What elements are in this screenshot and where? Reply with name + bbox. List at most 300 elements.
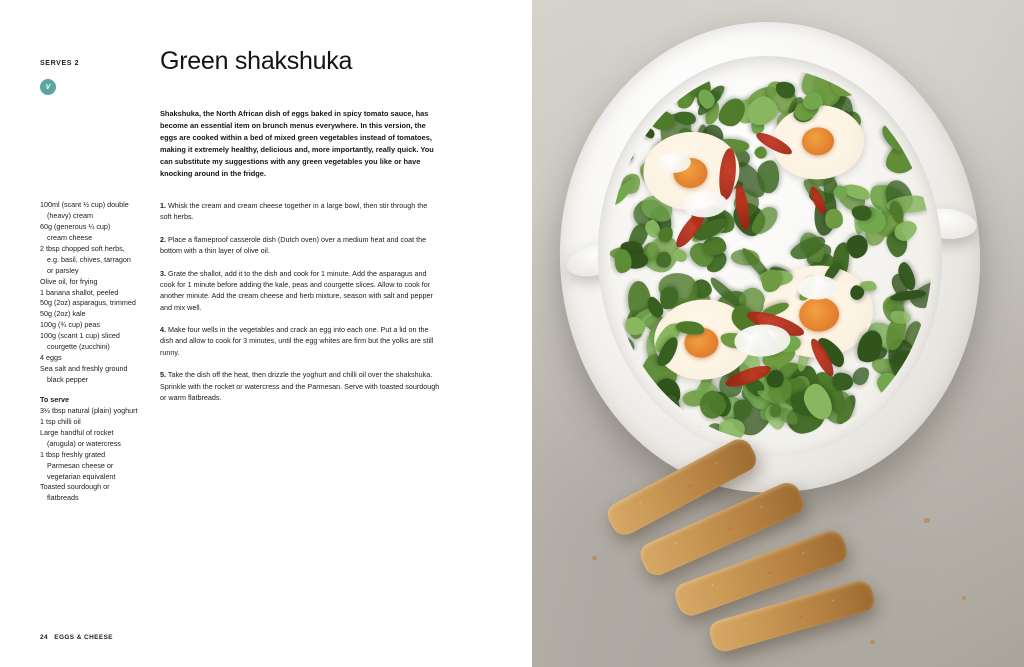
ingredient-continuation: courgette (zucchini) (47, 342, 110, 352)
ingredient-continuation: or parsley (47, 265, 79, 275)
leaf (658, 347, 680, 379)
ingredient-continuation: Parmesan cheese or (47, 460, 114, 470)
leaf (739, 380, 764, 405)
leaf (695, 87, 716, 111)
leaf (853, 327, 888, 367)
ingredients-list (40, 200, 150, 504)
leaf (738, 366, 776, 413)
crumb (962, 596, 966, 600)
leaf (719, 331, 746, 349)
leaf (751, 117, 765, 134)
leaf (742, 92, 781, 128)
leaf (656, 224, 675, 244)
chapter-name: EGGS & CHEESE (54, 634, 113, 641)
leaf (906, 276, 941, 313)
leaf (748, 203, 782, 240)
leaf (614, 142, 634, 163)
leaf (889, 288, 926, 302)
leaf (618, 354, 641, 383)
leaf (694, 82, 729, 119)
leaf (707, 274, 744, 310)
leaf (732, 398, 753, 421)
leaf (784, 95, 807, 126)
leaf (760, 271, 793, 287)
leaf (864, 216, 885, 246)
leaf (774, 404, 801, 429)
leaf (880, 130, 930, 180)
leaf (672, 180, 712, 217)
leaf (655, 268, 703, 310)
ingredient-continuation: e.g. basil, chives, tarragon (47, 254, 131, 264)
leaf (653, 376, 684, 408)
ingredient-item: Sea salt and freshly ground black pepper (40, 364, 150, 386)
leaf (676, 124, 702, 153)
method-step: 1. Whisk the cream and cream cheese together in a large bowl, then stir through the soft herbs. (160, 201, 428, 222)
leaf (703, 100, 723, 127)
leaf (608, 176, 638, 208)
right-photo-page (532, 0, 1024, 667)
leaf (764, 367, 788, 391)
leaf (875, 408, 886, 427)
leaf (886, 336, 921, 382)
leaf (765, 263, 793, 287)
ingredient-item: Toasted sourdough or flatbreads (40, 482, 150, 504)
leaf (759, 268, 783, 295)
leaf (664, 293, 712, 340)
crumb (924, 518, 930, 523)
ingredient-item: 1 tbsp freshly grated Parmesan cheese or vegetarian equivalent (40, 450, 150, 483)
yoghurt-dollop (797, 275, 838, 301)
leaf (806, 313, 825, 333)
leaf (728, 158, 770, 204)
leaf (798, 139, 844, 165)
leaf (648, 206, 673, 239)
leaf (892, 217, 921, 245)
leaf (841, 181, 872, 203)
leaf (789, 364, 820, 398)
leaf (709, 138, 750, 154)
leaf (637, 190, 677, 226)
leaf (616, 334, 636, 355)
leaf (804, 119, 835, 138)
leaf (806, 162, 835, 188)
crumb (870, 640, 875, 644)
leaf (639, 165, 661, 188)
leaf (705, 206, 739, 237)
leaf (603, 131, 632, 160)
dish-handle-left (563, 238, 630, 281)
leaf (728, 393, 779, 441)
ingredient-continuation: black pepper (47, 375, 89, 384)
leaf (730, 247, 760, 266)
ingredient-continuation: (heavy) cream (47, 210, 93, 220)
leaf (680, 162, 713, 194)
leaf (831, 267, 846, 289)
vegetarian-badge-icon: V (40, 79, 56, 95)
leaf (773, 332, 801, 353)
leaf (886, 195, 930, 214)
leaf (630, 304, 663, 331)
step-number: 2. (160, 234, 166, 244)
ingredient-item: 100g (scant 1 cup) sliced courgette (zucchini) (40, 331, 150, 353)
leaf (605, 142, 635, 165)
leaf (882, 314, 910, 353)
leaf (647, 109, 675, 131)
leaf (795, 60, 843, 106)
leaf (903, 390, 927, 426)
leaf (614, 249, 633, 274)
baked-egg (641, 130, 741, 213)
leaf (713, 287, 751, 320)
ingredient-continuation: cream cheese (47, 232, 93, 242)
leaf (795, 128, 826, 163)
dish-handle-right (913, 206, 977, 241)
ingredient-item: Large handful of rocket (arugula) or watercress (40, 428, 150, 450)
leaf (795, 344, 812, 372)
baking-dish (548, 11, 992, 502)
leaf (722, 356, 756, 390)
leaf (735, 284, 770, 320)
leaf (874, 371, 900, 399)
method-step: 3. Grate the shallot, add it to the dish and cook for 1 minute. Add the asparagus and cook for 1 minute before adding the kale, peas and courgette slices. Allow to cook for another minute. Add the cream cheese and herb mixture, season with salt and pepper and mix well. (160, 268, 433, 312)
leaf (892, 351, 918, 368)
leaf (670, 152, 695, 185)
leaf (868, 83, 889, 110)
ingredient-item: 3½ tbsp natural (plain) yoghurt (40, 405, 138, 415)
egg-yolk (684, 327, 720, 359)
yoghurt-dollop (683, 190, 728, 218)
yoghurt-dollop (734, 323, 792, 358)
leaf (761, 300, 791, 319)
leaf (806, 187, 833, 207)
ingredient-item: 100ml (scant ½ cup) double (heavy) cream (40, 200, 150, 222)
yoghurt-dollop (656, 152, 691, 174)
leaf (878, 79, 897, 97)
leaf (811, 191, 839, 237)
leaf (853, 204, 865, 235)
leaf (628, 281, 651, 320)
method-steps (160, 200, 440, 414)
leaf (831, 241, 852, 282)
leaf (700, 340, 730, 370)
leaf (681, 388, 713, 408)
chilli-oil-drizzle (717, 147, 738, 200)
leaf (869, 205, 908, 242)
leaf (773, 79, 797, 101)
leaf (698, 128, 730, 171)
leaf (775, 117, 812, 149)
ingredient-item: 100g (¾ cup) peas (40, 320, 100, 330)
leaf (814, 333, 848, 370)
leaf (690, 222, 726, 244)
leaf (796, 275, 820, 303)
leaf (779, 372, 816, 410)
serves-label: SERVES 2 (40, 60, 80, 67)
leaf (756, 322, 785, 339)
leaf (761, 401, 789, 432)
ingredient-continuation: vegetarian equivalent (47, 471, 116, 481)
leaf (680, 64, 715, 103)
baked-egg (652, 297, 754, 382)
leaf (694, 88, 716, 111)
leaf (726, 302, 763, 341)
leaf (621, 252, 648, 271)
leaf (742, 374, 767, 400)
ingredient-item: 2 tbsp chopped soft herbs, e.g. basil, chives, tarragon or parsley (40, 244, 150, 277)
leaf (629, 99, 657, 113)
chilli-oil-drizzle (672, 207, 709, 251)
leaf (637, 157, 676, 193)
leaf (811, 367, 841, 398)
leaf (898, 69, 921, 82)
leaf (787, 387, 829, 421)
dish-rim (588, 47, 952, 464)
chilli-oil-drizzle (733, 184, 752, 231)
leaf (817, 299, 845, 322)
ingredient-item: 50g (2oz) asparagus, trimmed (40, 298, 136, 308)
leaf (895, 259, 918, 292)
leaf (823, 177, 838, 198)
leaf (821, 260, 843, 284)
leaf (643, 218, 662, 240)
leaf (739, 245, 774, 285)
leaf (795, 110, 829, 144)
leaf (861, 317, 907, 360)
leaf (625, 309, 645, 341)
leaf (619, 171, 643, 197)
leaf (642, 83, 667, 107)
leaf (639, 91, 660, 114)
method-step: 5. Take the dish off the heat, then drizzle the yoghurt and chilli oil over the shakshuka. Sprinkle with the rocket or watercress and the Parmesan. Serve with toasted sourdough or warm flatbreads. (160, 370, 440, 402)
leaf (697, 368, 716, 395)
step-number: 4. (160, 325, 166, 334)
ingredient-continuation: flatbreads (47, 493, 79, 503)
ingredient-item: 1 tsp chilli oil (40, 416, 81, 426)
recipe-photo (532, 0, 1024, 667)
leaf (691, 214, 730, 243)
leaf (849, 364, 872, 388)
leaf (806, 122, 841, 139)
leaf (624, 315, 647, 336)
leaf (889, 102, 914, 136)
leaf (703, 387, 736, 421)
leaf (714, 93, 751, 131)
leaf (714, 392, 752, 430)
leaf (684, 326, 705, 351)
leaf (881, 288, 910, 314)
leaf (772, 357, 818, 401)
leaf (882, 294, 906, 324)
leaf (756, 394, 790, 424)
leaf (865, 180, 910, 219)
leaf (640, 160, 669, 183)
ingredient-continuation: (arugula) or watercress (47, 438, 121, 448)
chilli-oil-drizzle (807, 336, 837, 379)
leaf (658, 285, 680, 311)
method-step: 2. Place a flameproof casserole dish (Dutch oven) over a medium heat and coat the bottom with a thin layer of olive oil. (160, 234, 427, 256)
leaf (820, 310, 846, 331)
leaf (704, 248, 731, 276)
leaf (679, 323, 715, 360)
leaf (845, 234, 870, 260)
leaf (730, 187, 763, 220)
leaf (650, 319, 685, 356)
leaf (822, 376, 848, 417)
leaf (674, 83, 700, 112)
leaf (802, 91, 824, 110)
leaf (901, 136, 920, 156)
leaf (619, 114, 648, 144)
leaf (644, 80, 684, 112)
leaf (851, 205, 872, 221)
page-footer (40, 634, 113, 641)
leaf (777, 376, 811, 411)
leaf (833, 180, 870, 216)
leaf (735, 352, 762, 384)
leaf (700, 178, 744, 194)
leaf (734, 200, 760, 227)
leaf (834, 392, 860, 426)
leaf (901, 319, 927, 351)
leaf (826, 95, 855, 135)
chilli-oil-drizzle (723, 362, 773, 391)
leaf (694, 124, 710, 157)
leaf (707, 422, 723, 437)
page-title: Green shakshuka (160, 47, 353, 75)
leaf (779, 311, 808, 341)
leaf (878, 120, 911, 155)
leaf (817, 322, 842, 346)
leaf (813, 93, 844, 133)
egg-yolk (798, 296, 840, 332)
leaf (619, 240, 644, 259)
ingredient-item: 50g (2oz) kale (40, 309, 86, 319)
toast-finger (707, 577, 877, 654)
leaf (695, 337, 733, 359)
leaf (642, 243, 659, 262)
baked-egg (761, 263, 876, 361)
step-number: 1. (160, 201, 166, 210)
leaf (628, 192, 671, 235)
leaf (824, 208, 845, 231)
leaf (643, 311, 676, 338)
leaf (828, 70, 862, 99)
leaf (781, 375, 822, 413)
leaf (728, 196, 771, 241)
leaf (762, 75, 804, 120)
leaf (643, 295, 666, 321)
leaf (665, 344, 706, 363)
leaf (757, 319, 801, 345)
chilli-oil-drizzle (745, 307, 807, 341)
recipe-intro: Shakshuka, the North African dish of eggs baked in spicy tomato sauce, has become an essential item on brunch menus everywhere. In this version, the eggs are cooked within a bed of mixed green vegetables instead of tomatoes, making it extremely healthy, delicious and, more importantly, really quick. You can substitute my suggestions with any green vegetables you like or have knocking around in the fridge. (160, 109, 434, 178)
leaf (654, 250, 675, 271)
ingredient-item: 4 eggs (40, 353, 62, 363)
leaf (686, 237, 719, 270)
toast-finger (603, 434, 760, 539)
chilli-oil-drizzle (754, 129, 795, 158)
baked-egg (770, 103, 866, 182)
leaf (666, 292, 706, 327)
leaf (654, 335, 682, 370)
ingredient-item: Olive oil, for frying (40, 276, 98, 286)
leaf (746, 83, 780, 110)
leaf (670, 246, 689, 264)
leaf (800, 381, 837, 424)
leaf (685, 286, 714, 318)
ingredient-item: 60g (generous ¼ cup) cream cheese (40, 222, 150, 244)
leaf (726, 147, 752, 171)
leaf (717, 371, 744, 400)
leaf (609, 247, 638, 260)
leaf (624, 220, 651, 253)
leaf (810, 286, 841, 315)
leaf (847, 282, 867, 302)
leaf (761, 279, 807, 319)
leaf (792, 103, 805, 145)
leaf (757, 339, 781, 361)
leaf (675, 319, 706, 337)
leaf (830, 183, 849, 202)
leaf (654, 88, 674, 108)
leaf (638, 74, 661, 99)
leaf (702, 237, 726, 255)
leaf (889, 273, 909, 300)
leaf (760, 342, 799, 372)
leaf (791, 102, 816, 125)
leaf (813, 292, 837, 314)
leaf (791, 96, 822, 124)
egg-yolk (801, 127, 834, 157)
leaf (638, 230, 687, 279)
leaf (829, 369, 856, 394)
leaf (673, 111, 696, 126)
leaf (667, 71, 694, 98)
leaf (643, 327, 683, 375)
leaf (852, 202, 891, 241)
method-step: 4. Make four wells in the vegetables and crack an egg into each one. Put a lid on the dish and allow to cook for 3 minutes, until the egg whites are firm but the yolks are still runny. (160, 325, 434, 357)
leaf (691, 377, 721, 407)
leaf (732, 97, 763, 127)
leaf (868, 345, 888, 361)
leaf (769, 402, 783, 418)
toast-finger (672, 527, 851, 620)
leaf (633, 364, 655, 408)
leaf (801, 176, 829, 207)
leaf (691, 278, 713, 301)
leaf (884, 230, 910, 260)
leaf (787, 233, 828, 264)
leaf (788, 143, 827, 182)
leaf (748, 313, 791, 362)
leaf (747, 365, 794, 409)
leaf (785, 402, 827, 435)
leaf (695, 386, 730, 422)
leaf (649, 134, 688, 174)
leaf (753, 145, 769, 161)
leaf (607, 121, 641, 147)
leaf (828, 108, 852, 144)
leaf (822, 391, 854, 425)
leaf (812, 256, 835, 279)
leaf (870, 356, 903, 378)
leaf (699, 221, 719, 237)
leaf (755, 386, 799, 413)
step-number: 5. (160, 370, 166, 380)
leaf (652, 328, 679, 342)
egg-yolk (673, 157, 709, 189)
leaf (656, 395, 680, 421)
